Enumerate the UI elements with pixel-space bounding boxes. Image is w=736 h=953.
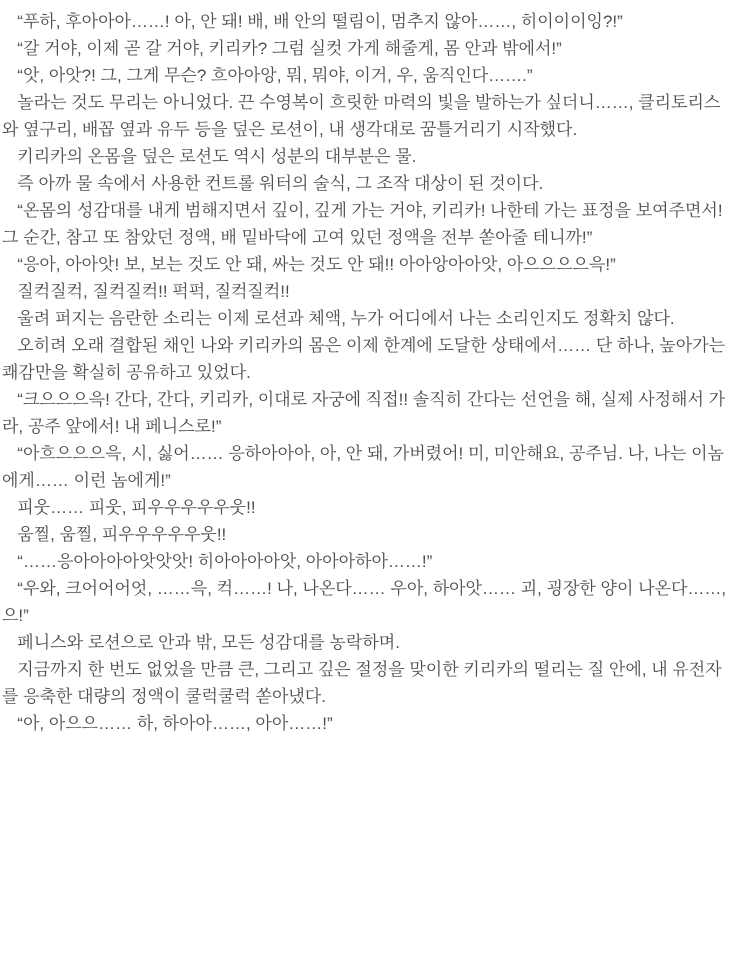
- paragraph: 오히려 오래 결합된 채인 나와 키리카의 몸은 이제 한계에 도달한 상태에서…… 단 하나, 높아가는 쾌감만을 확실히 공유하고 있었다.: [2, 336, 726, 382]
- paragraph: “푸하, 후아아아……! 아, 안 돼! 배, 배 안의 떨림이, 멈추지 않아……, 히이이이잉?!”: [17, 12, 623, 31]
- paragraph: 피웃…… 피웃, 피우우우우우웃!!: [17, 498, 256, 517]
- paragraph: “응아, 아아앗! 보, 보는 것도 안 돼, 싸는 것도 안 돼!! 아아앙아아앗, 아으으으으윽!”: [17, 255, 616, 274]
- paragraph: 페니스와 로션으로 안과 밖, 모든 성감대를 농락하며.: [17, 633, 400, 652]
- paragraph: 질컥질컥, 질컥질컥!! 퍽퍽, 질컥질컥!!: [17, 282, 290, 301]
- paragraph: 움찔, 움찔, 피우우우우우웃!!: [17, 525, 227, 544]
- paragraph: 놀라는 것도 무리는 아니었다. 끈 수영복이 흐릿한 마력의 빛을 발하는가 싶더니……, 클리토리스와 옆구리, 배꼽 옆과 유두 등을 덮은 로션이, 내 생각대로 꿈틀거리기 시작했다.: [2, 93, 721, 139]
- paragraph: 키리카의 온몸을 덮은 로션도 역시 성분의 대부분은 물.: [17, 147, 417, 166]
- paragraph: “우와, 크어어어엇, ……윽, 컥……! 나, 나온다…… 우아, 하아앗…… 괴, 굉장한 양이 나온다……, 으!”: [2, 579, 727, 625]
- paragraph: “갈 거야, 이제 곧 갈 거야, 키리카? 그럼 실컷 가게 해줄게, 몸 안과 밖에서!”: [17, 39, 562, 58]
- paragraph: “아흐으으으윽, 시, 싫어…… 응하아아아, 아, 안 돼, 가버렸어! 미, 미안해요, 공주님. 나, 나는 이놈에게…… 이런 놈에게!”: [2, 444, 724, 490]
- paragraph: “아, 아으으…… 하, 하아아……, 아아……!”: [17, 714, 333, 733]
- paragraph: 지금까지 한 번도 없었을 만큼 큰, 그리고 깊은 절정을 맞이한 키리카의 떨리는 질 안에, 내 유전자를 응축한 대량의 정액이 쿨럭쿨럭 쏟아냈다.: [2, 660, 722, 706]
- paragraph: 즉 아까 물 속에서 사용한 컨트롤 워터의 술식, 그 조작 대상이 된 것이다.: [17, 174, 544, 193]
- paragraph: 울려 퍼지는 음란한 소리는 이제 로션과 체액, 누가 어디에서 나는 소리인지도 정확치 않다.: [17, 309, 675, 328]
- paragraph: “크으으으윽! 간다, 간다, 키리카, 이대로 자궁에 직접!! 솔직히 간다는 선언을 해, 실제 사정해서 가라, 공주 앞에서! 내 페니스로!”: [2, 390, 726, 436]
- paragraph: “……응아아아아앗앗앗! 히아아아아앗, 아아아하아……!”: [17, 552, 433, 571]
- paragraph: “온몸의 성감대를 내게 범해지면서 깊이, 깊게 가는 거야, 키리카! 나한테 가는 표정을 보여주면서! 그 순간, 참고 또 참았던 정액, 배 밑바닥에 고여 있던 정액을 전부 쏟아줄 테니까!”: [2, 201, 723, 247]
- paragraph: “앗, 아앗?! 그, 그게 무슨? 흐아아앙, 뭐, 뭐야, 이거, 우, 움직인다…….”: [17, 66, 533, 85]
